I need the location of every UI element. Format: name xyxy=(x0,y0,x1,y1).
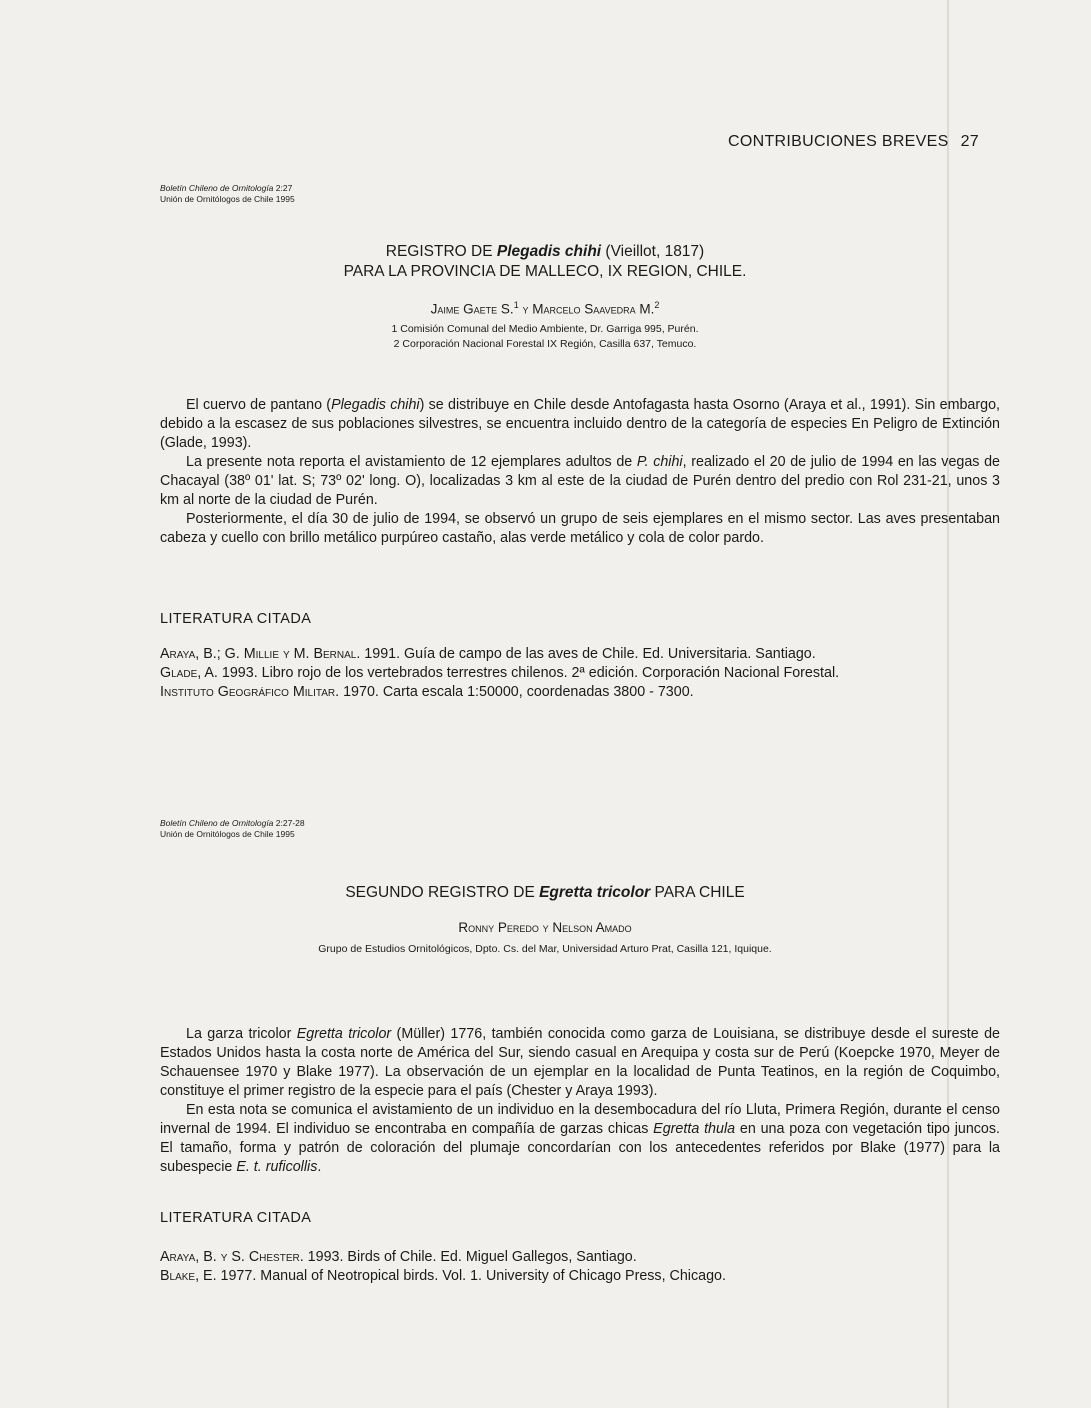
text: En esta nota se comunica el avistamiento de un individuo en la desembocadura del río Lluta, Primera Región, durante el censo invernal de 1994. El individuo se encontraba en compañía de garzas chicas xyxy=(160,1102,1000,1137)
species-name: Egretta thula xyxy=(653,1121,736,1137)
affiliations xyxy=(160,322,930,352)
article-title xyxy=(160,883,930,903)
society-line: Unión de Ornitólogos de Chile 1995 xyxy=(160,829,295,839)
reference-text: 1977. Manual of Neotropical birds. Vol. 1. University of Chicago Press, Chicago. xyxy=(216,1268,726,1284)
journal-reference xyxy=(160,183,295,205)
affiliation: Grupo de Estudios Ornitológicos, Dpto. Cs. del Mar, Universidad Arturo Prat, Casilla 121, Iquique. xyxy=(318,943,772,955)
paragraph xyxy=(160,1101,1000,1177)
reference xyxy=(160,1248,1000,1267)
affiliation-2: 2 Corporación Nacional Forestal IX Región, Casilla 637, Temuco. xyxy=(393,338,697,350)
title-line-2: PARA LA PROVINCIA DE MALLECO, IX REGION, CHILE. xyxy=(343,263,747,280)
title-text: REGISTRO DE xyxy=(385,243,497,260)
reference xyxy=(160,683,1000,702)
text: , realizado el 20 de julio de 1994 en las vegas de Chacayal (38º 01' lat. S; 73º 02' long. O), localizadas 3 km al este de la ciudad de Purén dentro del predio con Rol 231-21, unos 3 km al norte de la ciudad de Purén. xyxy=(160,454,1000,508)
text: La garza tricolor xyxy=(186,1026,297,1042)
subspecies-name: E. t. ruficollis xyxy=(236,1159,318,1175)
author-conjunction: y xyxy=(538,920,553,935)
paragraph xyxy=(160,453,1000,510)
page-crease xyxy=(947,0,949,1408)
article-body xyxy=(160,1025,1000,1177)
reference-authors: Araya, B.; G. Millie y M. Bernal. xyxy=(160,646,361,662)
running-header xyxy=(728,133,979,151)
reference-authors: Araya, B. y S. Chester. xyxy=(160,1249,304,1265)
references-list xyxy=(160,1248,1000,1286)
journal-name: Boletín Chileno de Ornitología xyxy=(160,818,274,828)
text: . xyxy=(317,1159,322,1175)
society-line: Unión de Ornitólogos de Chile 1995 xyxy=(160,194,295,204)
text: El cuervo de pantano ( xyxy=(186,397,332,413)
author-1: Jaime Gaete S. xyxy=(430,301,514,317)
reference-authors: Blake, E. xyxy=(160,1268,217,1284)
references-list xyxy=(160,645,1000,702)
text: (Müller) 1776, también conocida como garza de Louisiana, se distribuye desde el sureste de Estados Unidos hasta la costa norte de América del Sur, siendo casual en Arequipa y costa sur de Perú (Koepcke 1970, Meyer de Schauensee 1970 y Blake 1977). La observación de un ejemplar en la localidad de Punta Teatinos, en la región de Coquimbo, constituye el primer registro de la especie para el país (Chester y Araya 1993). xyxy=(160,1026,1000,1099)
authors xyxy=(160,300,930,317)
title-author-year: (Vieillot, 1817) xyxy=(601,243,705,260)
references-heading: LITERATURA CITADA xyxy=(160,611,312,627)
reference-text: 1993. Libro rojo de los vertebrados terrestres chilenos. 2ª edición. Corporación Nacional Forestal. xyxy=(217,665,840,681)
reference-authors: Glade, A. xyxy=(160,665,218,681)
journal-pages: 2:27 xyxy=(275,183,293,193)
reference xyxy=(160,1267,1000,1286)
article-title xyxy=(160,242,930,282)
journal-pages: 2:27-28 xyxy=(275,818,305,828)
reference-text: 1991. Guía de campo de las aves de Chile. Ed. Universitaria. Santiago. xyxy=(360,646,816,662)
text: La presente nota reporta el avistamiento de 12 ejemplares adultos de xyxy=(186,454,637,470)
reference xyxy=(160,645,1000,664)
author-1: Ronny Peredo xyxy=(458,920,539,935)
text: ) se distribuye en Chile desde Antofagasta hasta Osorno (Araya et al., 1991). Sin embargo, debido a la escasez de sus poblaciones silvestres, se encuentra incluido dentro de la categoría de especies En Peligro de Extinción (Glade, 1993). xyxy=(160,397,1001,451)
title-text: SEGUNDO REGISTRO DE xyxy=(345,884,540,901)
authors xyxy=(160,920,930,935)
section-title: CONTRIBUCIONES BREVES xyxy=(728,133,949,150)
references-heading: LITERATURA CITADA xyxy=(160,1210,312,1226)
reference xyxy=(160,664,1000,683)
page-number: 27 xyxy=(960,133,979,150)
reference-authors: Instituto Geográfico Militar. xyxy=(160,684,340,700)
paragraph xyxy=(160,1025,1000,1101)
title-species: Egretta tricolor xyxy=(539,884,651,901)
species-name: P. chihi xyxy=(636,454,683,470)
title-text: PARA CHILE xyxy=(650,884,745,901)
text: en una poza con vegetación tipo juncos. El tamaño, forma y patrón de coloración del plumaje concordarían con los antecedentes referidos por Blake (1977) para la subespecie xyxy=(160,1121,1000,1175)
author-2-sup: 2 xyxy=(654,300,660,310)
journal-name: Boletín Chileno de Ornitología xyxy=(160,183,274,193)
author-conjunction: y xyxy=(518,301,533,317)
affiliation-1: 1 Comisión Comunal del Medio Ambiente, Dr. Garriga 995, Purén. xyxy=(391,323,699,335)
author-2: Nelson Amado xyxy=(552,920,632,935)
reference-text: 1993. Birds of Chile. Ed. Miguel Gallegos, Santiago. xyxy=(303,1249,637,1265)
article-body xyxy=(160,396,1000,548)
author-2: Marcelo Saavedra M. xyxy=(532,301,655,317)
species-name: Plegadis chihi xyxy=(331,397,420,413)
paragraph xyxy=(160,396,1000,453)
title-species: Plegadis chihi xyxy=(496,243,602,260)
journal-reference xyxy=(160,818,305,840)
author-1-sup: 1 xyxy=(513,300,519,310)
paragraph: Posteriormente, el día 30 de julio de 1994, se observó un grupo de seis ejemplares en el mismo sector. Las aves presentaban cabeza y cuello con brillo metálico purpúreo castaño, alas verde metálico y cola de color pardo. xyxy=(160,511,1000,546)
species-name: Egretta tricolor xyxy=(296,1026,392,1042)
reference-text: 1970. Carta escala 1:50000, coordenadas 3800 - 7300. xyxy=(339,684,694,700)
